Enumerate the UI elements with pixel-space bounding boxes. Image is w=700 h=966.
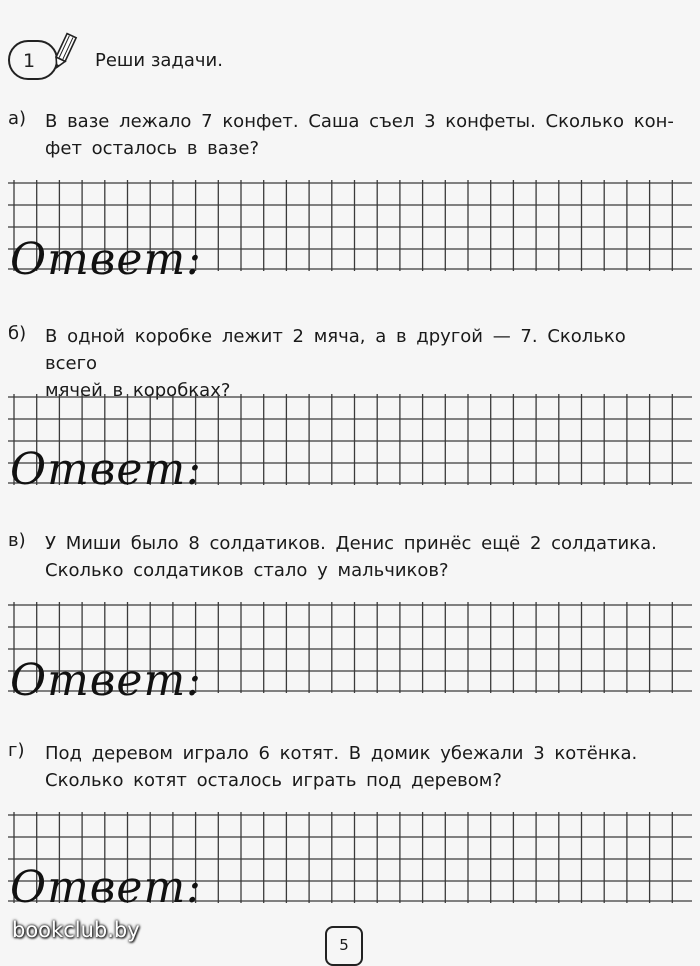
problem-letter: б) bbox=[8, 323, 27, 344]
answer-label: Ответ: bbox=[10, 234, 202, 285]
task-title: Реши задачи. bbox=[95, 50, 223, 71]
pencil-icon bbox=[48, 32, 80, 72]
problem-text bbox=[45, 108, 685, 162]
problem-line: Под деревом играло 6 котят. В домик убежали 3 котёнка. bbox=[45, 743, 638, 764]
problem-line: У Миши было 8 солдатиков. Денис принёс ещё 2 солдатика. bbox=[45, 533, 657, 554]
answer-label: Ответ: bbox=[10, 444, 202, 495]
problem-letter: в) bbox=[8, 530, 26, 551]
task-header bbox=[8, 38, 688, 84]
page-number: 5 bbox=[325, 926, 363, 966]
problem-line: фет осталось в вазе? bbox=[45, 138, 260, 159]
problem-line: мячей в коробках? bbox=[45, 380, 231, 401]
answer-label: Ответ: bbox=[10, 655, 202, 706]
watermark-text: bookclub.by bbox=[12, 918, 140, 942]
answer-label: Ответ: bbox=[10, 862, 202, 913]
problem-text bbox=[45, 530, 685, 584]
problem-line: В вазе лежало 7 конфет. Саша съел 3 конфеты. Сколько кон- bbox=[45, 111, 674, 132]
problem-text bbox=[45, 740, 685, 794]
problem-text bbox=[45, 323, 685, 404]
problem-letter: г) bbox=[8, 740, 25, 761]
problem-letter: а) bbox=[8, 108, 27, 129]
task-number: 1 bbox=[23, 50, 36, 72]
problem-line: В одной коробке лежит 2 мяча, а в другой — 7. Сколько всего bbox=[45, 326, 626, 374]
problem-line: Сколько котят осталось играть под деревом? bbox=[45, 770, 502, 791]
problem-line: Сколько солдатиков стало у мальчиков? bbox=[45, 560, 449, 581]
